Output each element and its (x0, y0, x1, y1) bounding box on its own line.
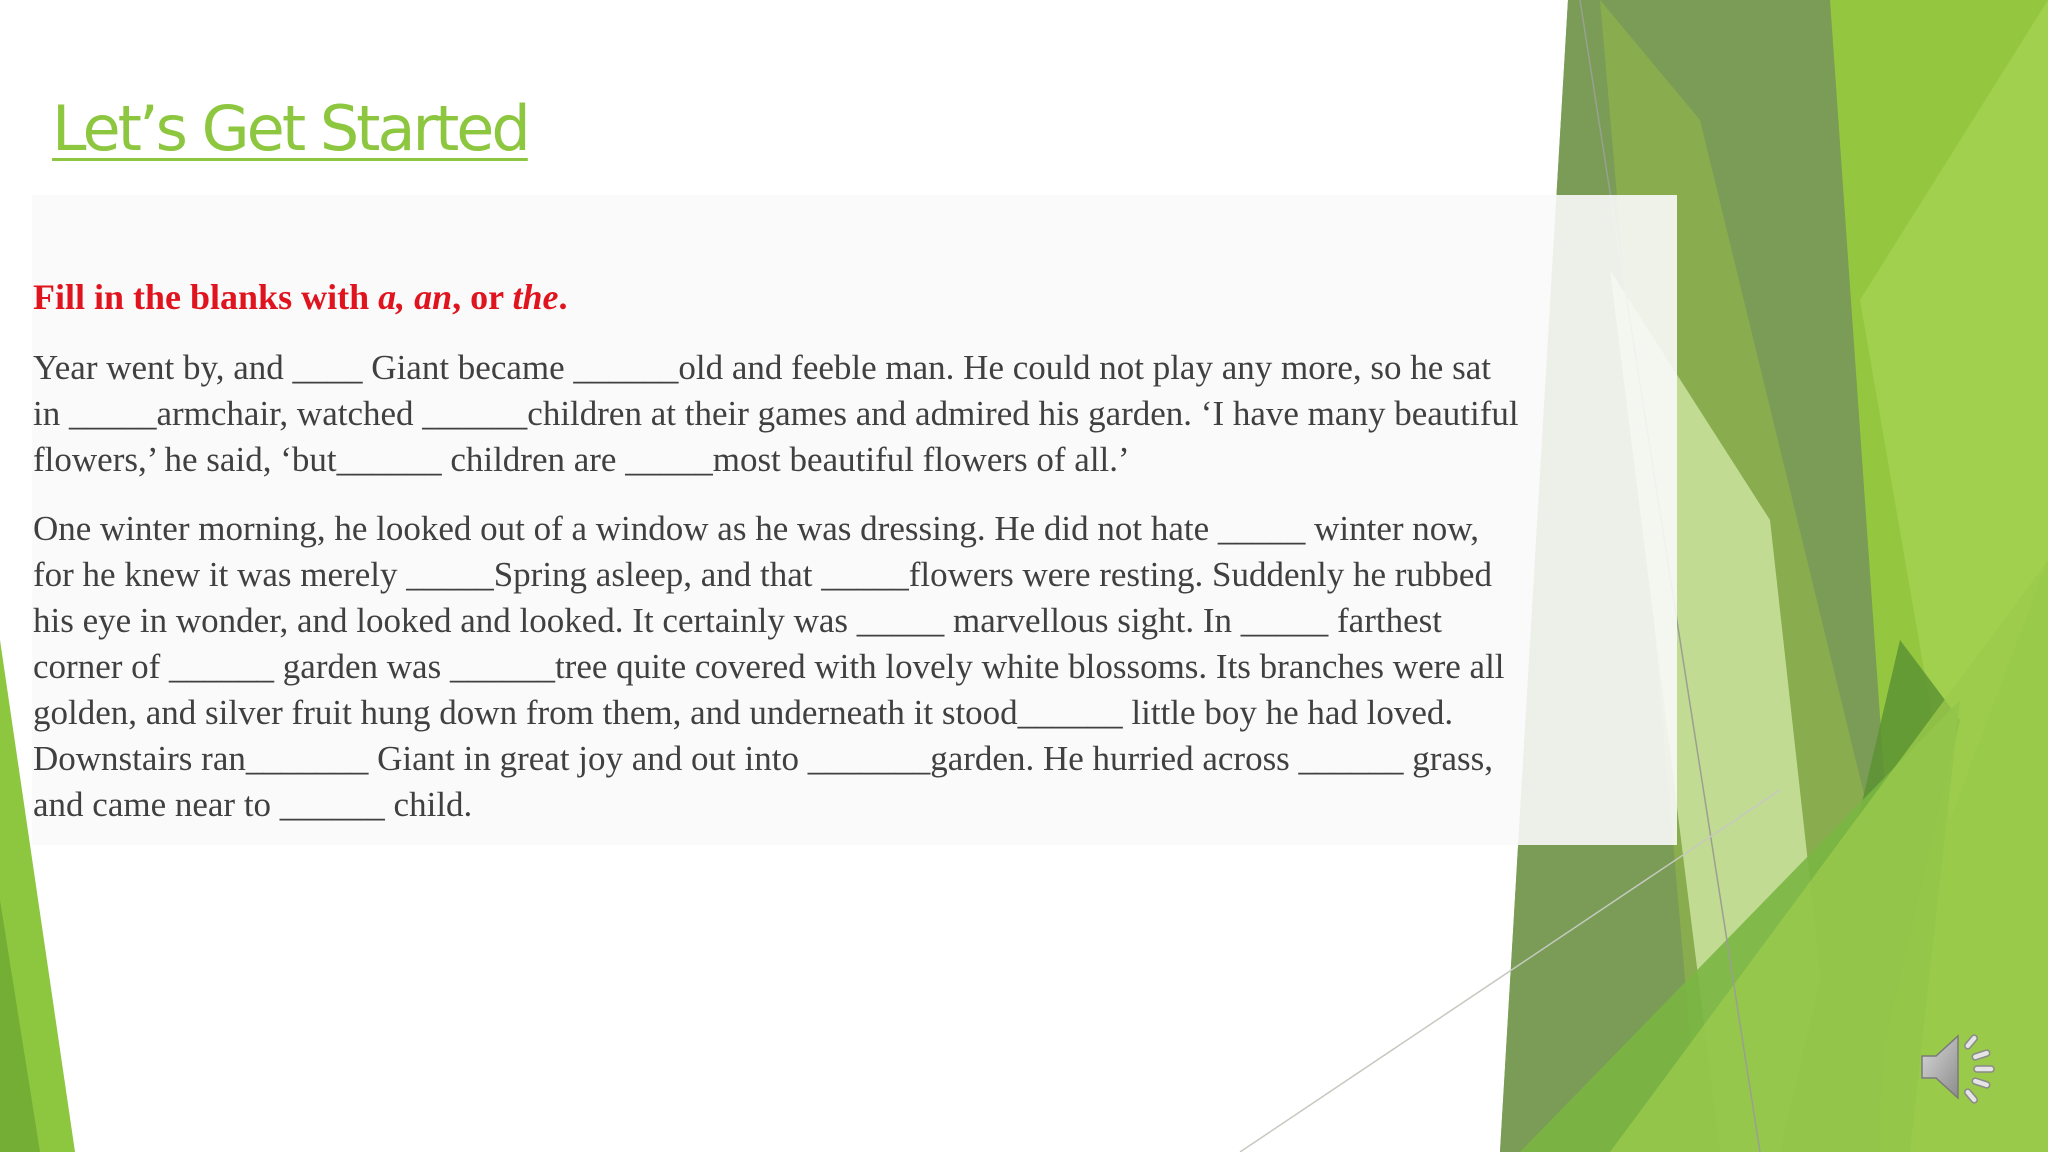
instruction-prefix: Fill in the blanks with (33, 277, 379, 317)
speaker-icon[interactable] (1918, 1022, 1998, 1112)
instruction-article-a: a, (378, 277, 415, 317)
paragraph-line: Year went by, and ____ Giant became ______old and feeble man. He could not play any more, so he sat (33, 348, 1491, 387)
paragraph-line: in _____armchair, watched ______children at their games and admired his garden. ‘I have many beautiful (33, 394, 1519, 433)
paragraph-line: and came near to ______ child. (33, 785, 473, 824)
paragraph-1 (33, 345, 1693, 483)
paragraph-line: golden, and silver fruit hung down from them, and underneath it stood______ little boy he had loved. (33, 693, 1454, 732)
instruction-period: . (558, 277, 568, 317)
instruction-article-the: the (512, 277, 559, 317)
paragraph-line: his eye in wonder, and looked and looked. It certainly was _____ marvellous sight. In _____ farthest (33, 601, 1442, 640)
paragraph-line: flowers,’ he said, ‘but______ children are _____most beautiful flowers of all.’ (33, 440, 1130, 479)
slide-title: Let’s Get Started (52, 92, 528, 165)
paragraph-line: for he knew it was merely _____Spring asleep, and that _____flowers were resting. Suddenly he rubbed (33, 555, 1492, 594)
paragraph-2 (33, 506, 1693, 828)
instruction-article-an: an (414, 277, 453, 317)
instruction-text (33, 276, 567, 318)
instruction-separator: , or (452, 277, 513, 317)
paragraph-line: Downstairs ran_______ Giant in great joy and out into _______garden. He hurried across ______ grass, (33, 739, 1493, 778)
paragraph-line: One winter morning, he looked out of a window as he was dressing. He did not hate _____ winter now, (33, 509, 1480, 548)
paragraph-line: corner of ______ garden was ______tree quite covered with lovely white blossoms. Its branches were all (33, 647, 1505, 686)
